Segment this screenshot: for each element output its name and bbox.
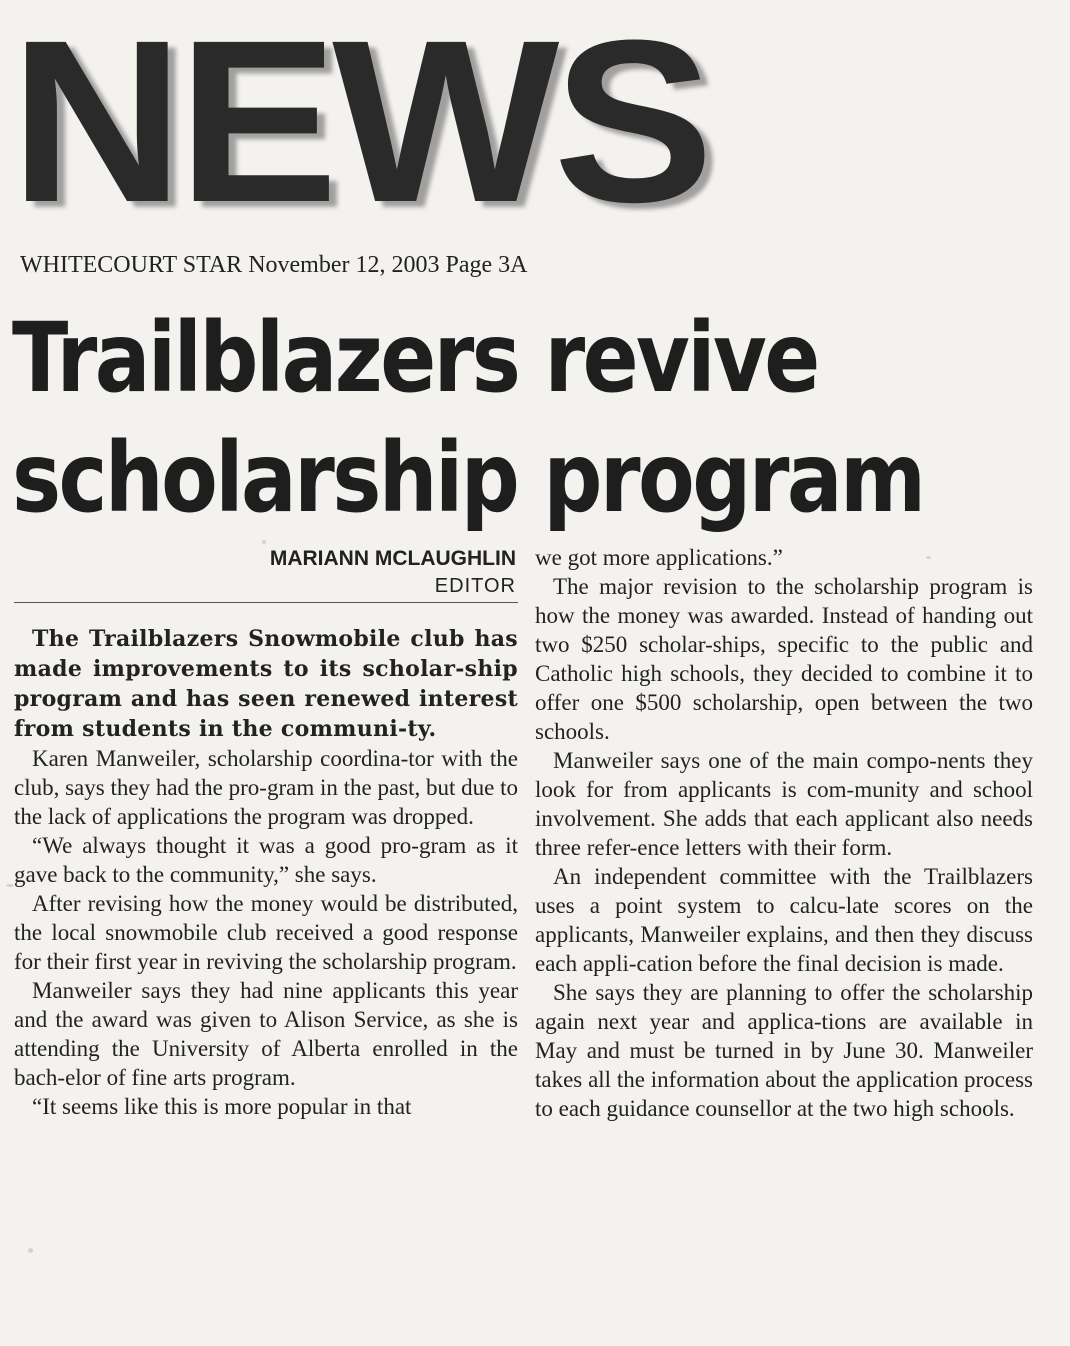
byline-role: EDITOR xyxy=(434,575,516,597)
headline-line-2: scholarship program xyxy=(12,422,924,534)
paper-speck xyxy=(6,884,14,887)
byline xyxy=(200,545,516,599)
dateline: WHITECOURT STAR November 12, 2003 Page 3A xyxy=(20,252,528,278)
article-paragraph: “We always thought it was a good pro-gram as it gave back to the community,” she says. xyxy=(14,833,518,887)
article-paragraph: Karen Manweiler, scholarship coordina-tor with the club, says they had the pro-gram in the past, but due to the lack of applications the program was dropped. xyxy=(14,746,518,829)
byline-author: MARIANN MCLAUGHLIN xyxy=(269,547,516,570)
paper-speck xyxy=(926,556,931,559)
article-paragraph: After revising how the money would be distributed, the local snowmobile club received a good response for their first year in reviving the scholarship program. xyxy=(14,891,518,974)
article-lede: The Trailblazers Snowmobile club has made improvements to its scholar-ship program and has seen renewed interest from students in the communi-ty. xyxy=(14,626,518,742)
paper-speck xyxy=(262,540,266,544)
article-paragraph: Manweiler says one of the main compo-nents they look for from applicants is com-munity and school involvement. She adds that each applicant also needs three refer-ence letters with their form. xyxy=(535,748,1033,860)
article-continuation: we got more applications.” xyxy=(535,545,783,570)
paper-speck xyxy=(28,1248,33,1253)
headline-line-1: Trailblazers revive xyxy=(12,302,818,414)
article-paragraph: The major revision to the scholarship program is how the money was awarded. Instead of handing out two $250 scholar-ships, specific to the public and Catholic high schools, they decided to combine it to offer one $500 scholarship, open between the two schools. xyxy=(535,574,1033,744)
article-column-left xyxy=(14,624,518,1121)
article-headline xyxy=(12,298,923,538)
article-paragraph: She says they are planning to offer the scholarship again next year and applica-tions are available in May and must be turned in by June 30. Manweiler takes all the information about the application process to each guidance counsellor at the two high schools. xyxy=(535,980,1033,1121)
article-paragraph: An independent committee with the Trailblazers uses a point system to calcu-late scores on the applicants, Manweiler explains, and then they discuss each appli-cation before the final decision is made. xyxy=(535,864,1033,976)
article-paragraph: Manweiler says they had nine applicants this year and the award was given to Alison Service, as she is attending the University of Alberta enrolled in the bach-elor of fine arts program. xyxy=(14,978,518,1090)
article-column-right xyxy=(535,543,1033,1123)
article-paragraph: “It seems like this is more popular in that xyxy=(32,1094,412,1119)
masthead-news: NEWS xyxy=(10,0,708,252)
byline-divider xyxy=(14,602,518,603)
